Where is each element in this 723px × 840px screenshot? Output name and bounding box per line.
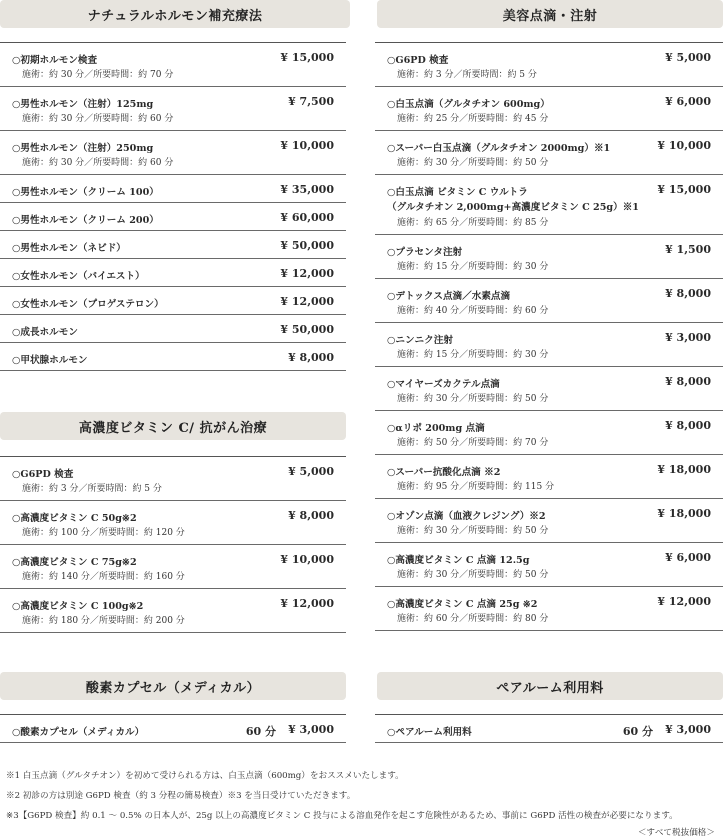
price-row [0, 287, 346, 315]
item-duration-detail: 施術：約 25 分／所要時間：約 45 分 [397, 114, 549, 124]
price-row [375, 367, 723, 411]
item-price: ¥ 10,000 [657, 139, 711, 152]
item-price: ¥ 10,000 [280, 553, 334, 566]
item-duration: 60 分 [622, 725, 653, 738]
item-price: ¥ 18,000 [657, 463, 711, 476]
item-price: ¥ 6,000 [665, 95, 711, 108]
price-row [375, 87, 723, 131]
item-name: ○ニンニク注射 [387, 335, 453, 346]
item-price: ¥ 50,000 [280, 239, 334, 252]
price-row [375, 455, 723, 499]
item-duration-detail: 施術：約 65 分／所要時間：約 85 分 [397, 218, 549, 228]
item-name: ○G6PD 検査 [12, 469, 74, 480]
item-name: ○高濃度ビタミン C 50g※2 [12, 513, 137, 524]
item-price: ¥ 8,000 [288, 509, 334, 522]
item-price: ¥ 12,000 [280, 267, 334, 280]
hormone-price-list [0, 42, 346, 371]
footnote-2: ※2 初診の方は別途 G6PD 検査（約 3 分程の簡易検査）※3 を当日受けていただきます。 [6, 791, 356, 801]
item-duration-detail: 施術：約 50 分／所要時間：約 70 分 [397, 438, 549, 448]
item-price: ¥ 12,000 [280, 295, 334, 308]
item-price: ¥ 8,000 [665, 375, 711, 388]
price-row [0, 715, 346, 743]
item-name: ○男性ホルモン（ネビド） [12, 243, 126, 254]
price-row [375, 131, 723, 175]
item-name: ○女性ホルモン（プロゲステロン） [12, 299, 164, 310]
item-name: ○オゾン点滴（血液クレジング）※2 [387, 511, 546, 522]
oxygen-capsule-price-list [0, 714, 346, 743]
section-header-oxygen-capsule: 酸素カプセル（メディカル） [0, 672, 346, 700]
item-price: ¥ 18,000 [657, 507, 711, 520]
item-price: ¥ 35,000 [280, 183, 334, 196]
item-name: ○αリポ 200mg 点滴 [387, 423, 485, 434]
footnote-3: ※3【G6PD 検査】約 0.1 ～ 0.5% の日本人が、25g 以上の高濃度ビタミン C 投与による溶血発作を起こす危険性があるため、事前に G6PD 活性の検査が必要になります。 [6, 811, 678, 821]
section-header-beauty-drip: 美容点滴・注射 [377, 0, 723, 28]
price-row [0, 43, 346, 87]
item-duration-detail: 施術：約 30 分／所要時間：約 50 分 [397, 394, 549, 404]
price-row [375, 175, 723, 235]
item-duration-detail: 施術：約 15 分／所要時間：約 30 分 [397, 350, 549, 360]
price-row [0, 315, 346, 343]
price-row [375, 715, 723, 743]
price-row [0, 343, 346, 371]
beauty-drip-price-list [375, 42, 723, 631]
item-duration-detail: 施術：約 30 分／所要時間：約 60 分 [22, 158, 174, 168]
item-price: ¥ 3,000 [665, 723, 711, 736]
item-name: ○白玉点滴 ビタミン C ウルトラ [387, 187, 528, 198]
item-price: ¥ 5,000 [665, 51, 711, 64]
price-row [0, 203, 346, 231]
item-name: ○酸素カプセル（メディカル） [12, 727, 145, 738]
item-name: ○高濃度ビタミン C 100g※2 [12, 601, 144, 612]
price-row [375, 43, 723, 87]
item-price: ¥ 6,000 [665, 551, 711, 564]
section-header-vitamin-c: 高濃度ビタミン C/ 抗がん治療 [0, 412, 346, 440]
item-duration-detail: 施術：約 95 分／所要時間：約 115 分 [397, 482, 555, 492]
item-name: ○女性ホルモン（バイエスト） [12, 271, 145, 282]
item-price: ¥ 12,000 [280, 597, 334, 610]
item-name: ○男性ホルモン（クリーム 100） [12, 187, 159, 198]
item-name: ○男性ホルモン（クリーム 200） [12, 215, 159, 226]
item-name: ○ペアルーム利用料 [387, 727, 472, 738]
item-price: ¥ 50,000 [280, 323, 334, 336]
item-price: ¥ 3,000 [665, 331, 711, 344]
item-name: ○高濃度ビタミン C 点滴 25g ※2 [387, 599, 538, 610]
pair-room-price-list [375, 714, 723, 743]
item-duration-detail: 施術：約 30 分／所要時間：約 60 分 [22, 114, 174, 124]
item-duration-detail: 施術：約 15 分／所要時間：約 30 分 [397, 262, 549, 272]
item-name: ○高濃度ビタミン C 75g※2 [12, 557, 137, 568]
item-name-detail: （グルタチオン 2,000mg+高濃度ビタミン C 25g）※1 [387, 202, 639, 213]
price-row [0, 259, 346, 287]
item-price: ¥ 7,500 [288, 95, 334, 108]
item-duration: 60 分 [245, 725, 276, 738]
item-price: ¥ 1,500 [665, 243, 711, 256]
price-row [375, 323, 723, 367]
price-row [375, 411, 723, 455]
price-row [0, 231, 346, 259]
price-row [0, 457, 346, 501]
item-duration-detail: 施術：約 30 分／所要時間：約 50 分 [397, 158, 549, 168]
item-price: ¥ 10,000 [280, 139, 334, 152]
item-name: ○デトックス点滴／水素点滴 [387, 291, 511, 302]
item-price: ¥ 12,000 [657, 595, 711, 608]
price-row [0, 545, 346, 589]
item-duration-detail: 施術：約 30 分／所要時間：約 70 分 [22, 70, 174, 80]
item-name: ○白玉点滴（グルタチオン 600mg） [387, 99, 550, 110]
item-price: ¥ 8,000 [665, 287, 711, 300]
price-row [375, 587, 723, 631]
item-price: ¥ 5,000 [288, 465, 334, 478]
section-header-hormone: ナチュラルホルモン補充療法 [0, 0, 350, 28]
price-row [0, 87, 346, 131]
item-name: ○男性ホルモン（注射）125mg [12, 99, 154, 110]
item-price: ¥ 15,000 [657, 183, 711, 196]
item-duration-detail: 施術：約 3 分／所要時間：約 5 分 [397, 70, 537, 80]
item-duration-detail: 施術：約 180 分／所要時間：約 200 分 [22, 616, 185, 626]
item-name: ○プラセンタ注射 [387, 247, 463, 258]
item-duration-detail: 施術：約 40 分／所要時間：約 60 分 [397, 306, 549, 316]
price-row [375, 279, 723, 323]
item-name: ○初期ホルモン検査 [12, 55, 98, 66]
item-duration-detail: 施術：約 3 分／所要時間：約 5 分 [22, 484, 162, 494]
price-row [375, 235, 723, 279]
footnote-1: ※1 白玉点滴（グルタチオン）を初めて受けられる方は、白玉点滴（600mg）をおススメいたします。 [6, 771, 404, 781]
item-name: ○スーパー抗酸化点滴 ※2 [387, 467, 501, 478]
item-name: ○甲状腺ホルモン [12, 355, 88, 366]
item-name: ○男性ホルモン（注射）250mg [12, 143, 154, 154]
item-price: ¥ 3,000 [288, 723, 334, 736]
item-name: ○成長ホルモン [12, 327, 78, 338]
item-name: ○高濃度ビタミン C 点滴 12.5g [387, 555, 530, 566]
section-header-pair-room: ペアルーム利用料 [377, 672, 723, 700]
tax-excluded-note: ＜すべて税抜価格＞ [637, 828, 715, 838]
item-duration-detail: 施術：約 30 分／所要時間：約 50 分 [397, 526, 549, 536]
price-row [375, 543, 723, 587]
price-row [0, 175, 346, 203]
price-row [0, 589, 346, 633]
price-row [375, 499, 723, 543]
vitamin-c-price-list [0, 456, 346, 633]
item-price: ¥ 8,000 [288, 351, 334, 364]
item-duration-detail: 施術：約 60 分／所要時間：約 80 分 [397, 614, 549, 624]
item-name: ○マイヤーズカクテル点滴 [387, 379, 500, 390]
item-name: ○スーパー白玉点滴（グルタチオン 2000mg）※1 [387, 143, 611, 154]
item-price: ¥ 15,000 [280, 51, 334, 64]
price-row [0, 501, 346, 545]
item-duration-detail: 施術：約 140 分／所要時間：約 160 分 [22, 572, 185, 582]
item-duration-detail: 施術：約 30 分／所要時間：約 50 分 [397, 570, 549, 580]
item-name: ○G6PD 検査 [387, 55, 449, 66]
item-price: ¥ 60,000 [280, 211, 334, 224]
price-row [0, 131, 346, 175]
item-duration-detail: 施術：約 100 分／所要時間：約 120 分 [22, 528, 185, 538]
item-price: ¥ 8,000 [665, 419, 711, 432]
